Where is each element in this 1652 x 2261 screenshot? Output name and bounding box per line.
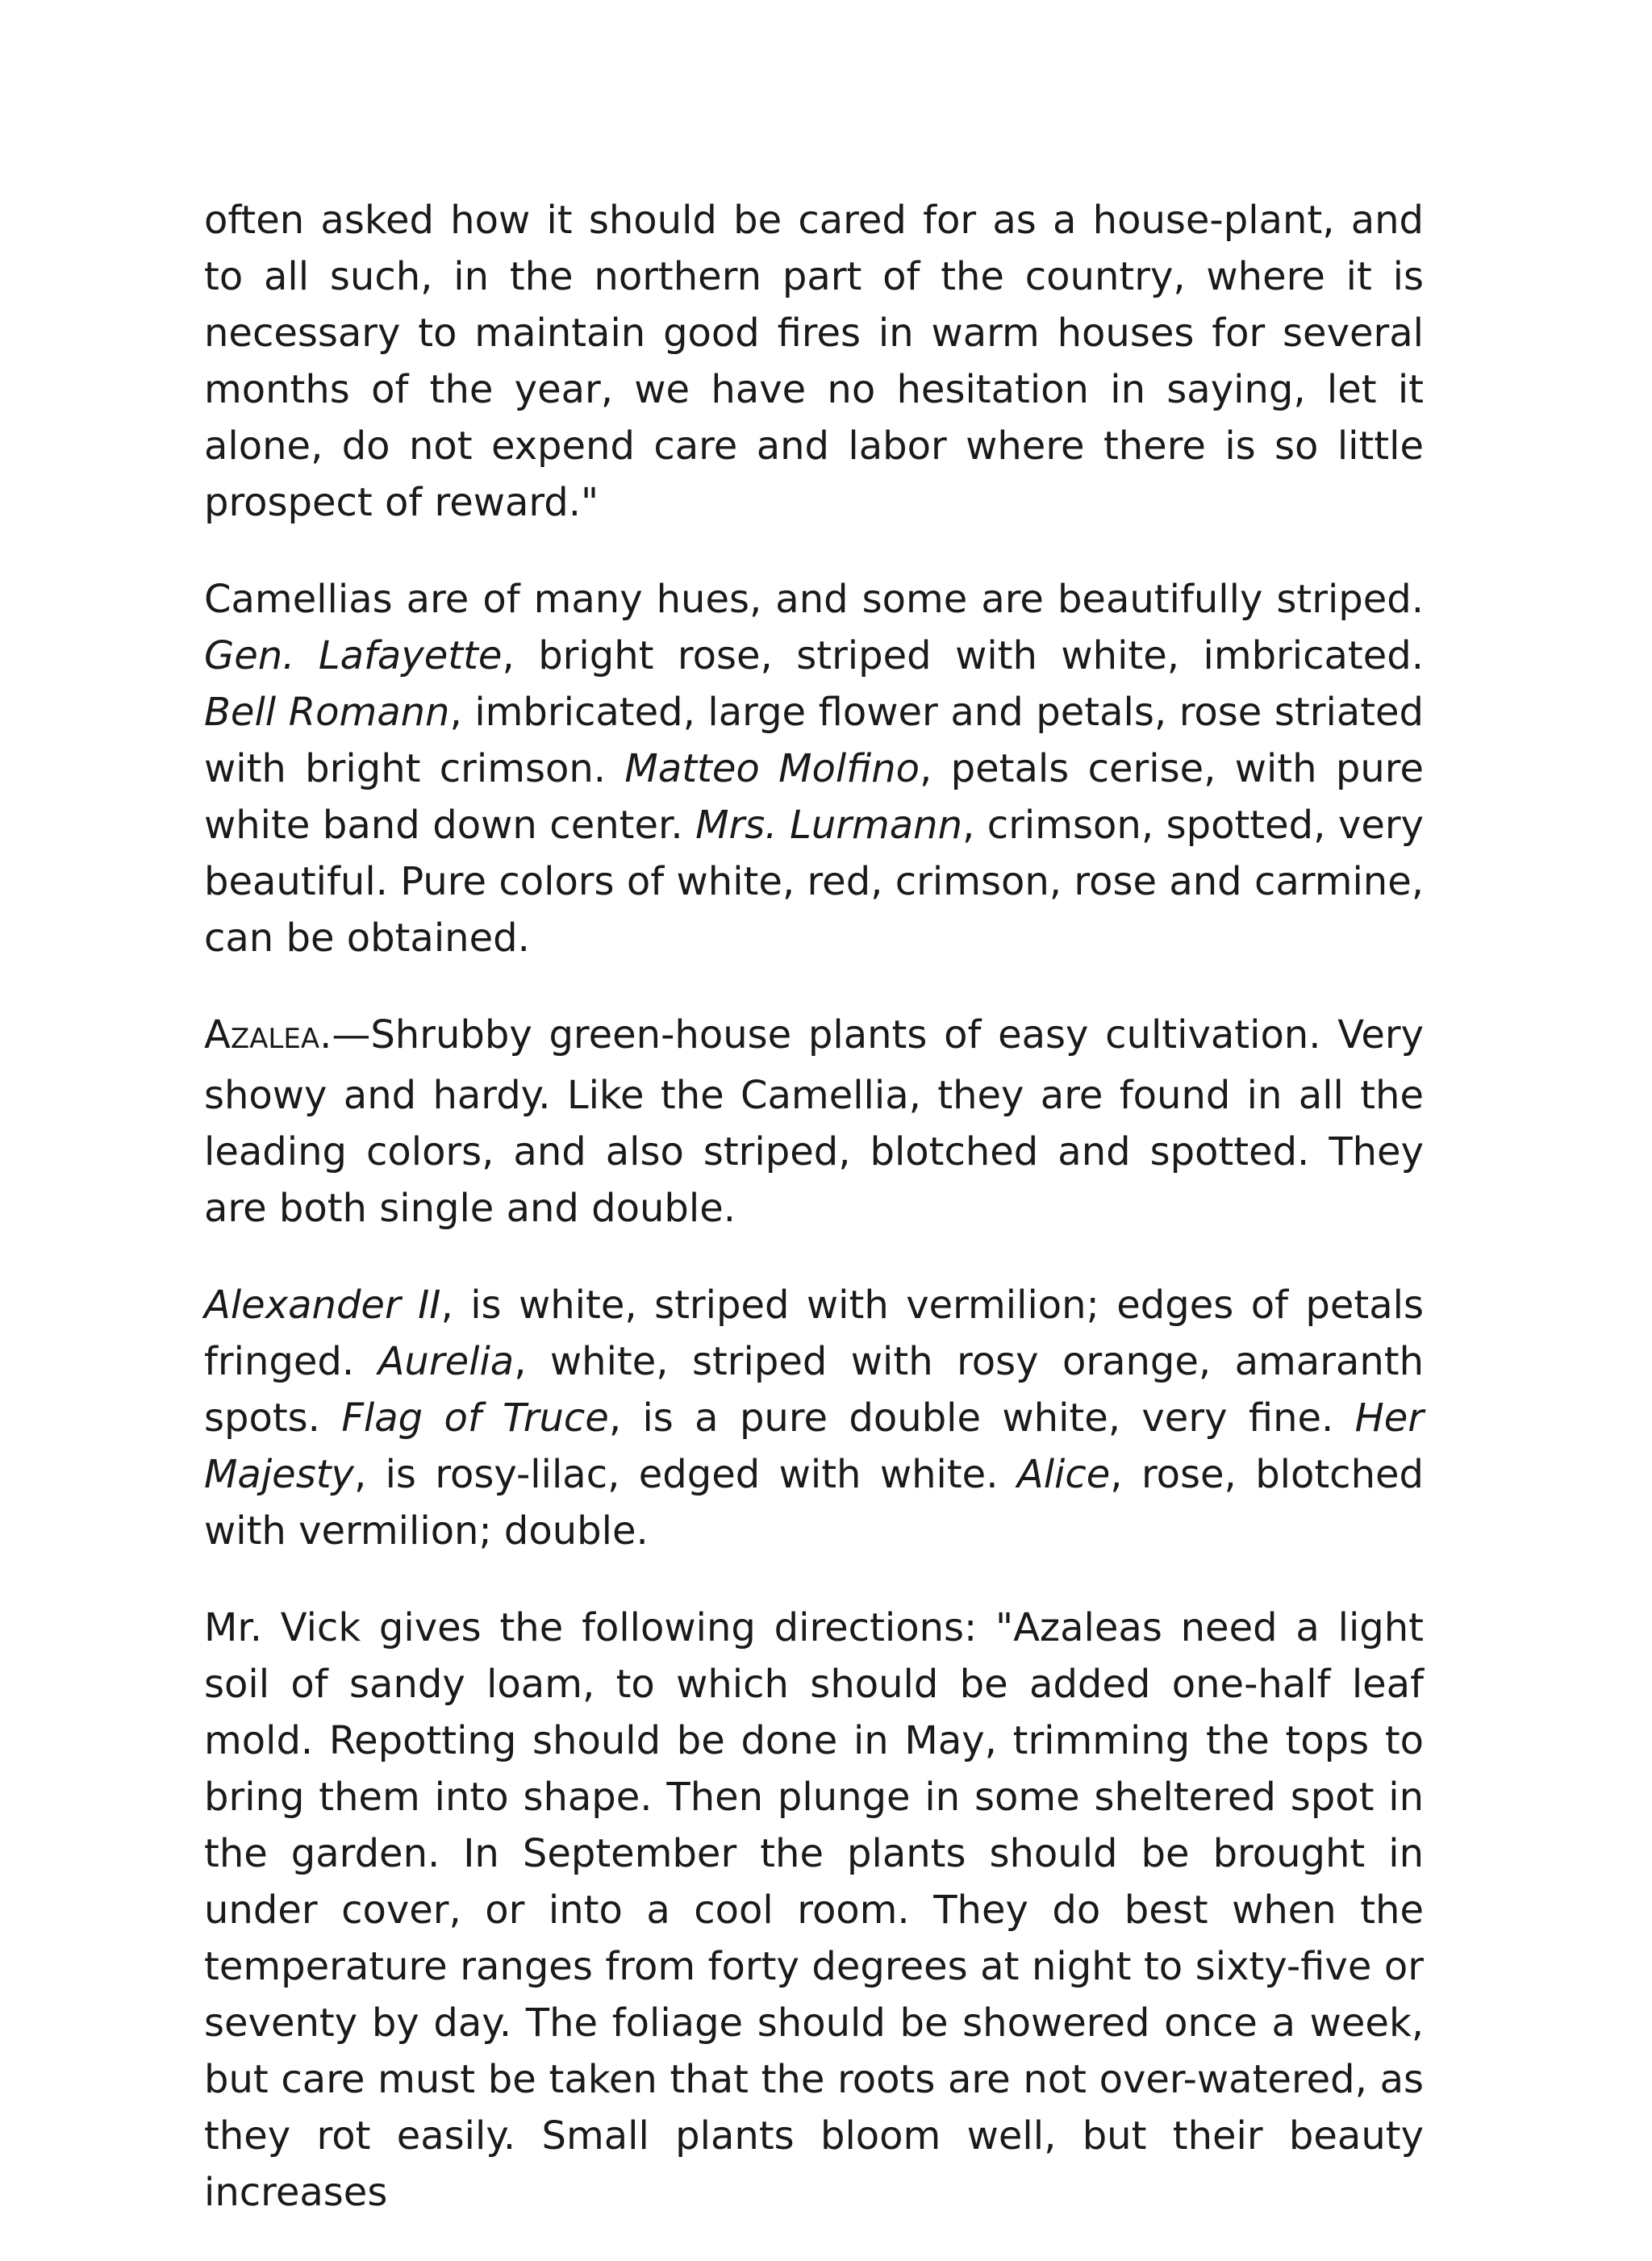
text-run: , white, striped with rosy orange, amaranth spots. (204, 1339, 1425, 1441)
text-run: , rose, blotched with vermilion; double. (204, 1452, 1424, 1554)
text-run: , is white, striped with vermilion; edges of petals fringed. (204, 1283, 1425, 1384)
paragraph-azalea-intro (204, 1007, 1424, 1237)
variety-name: Aurelia (378, 1339, 515, 1384)
variety-name: Bell Romann (204, 690, 450, 735)
heading-initial: A (204, 1012, 231, 1057)
variety-name: Mrs. Lurmann (695, 803, 962, 848)
text-run: .—Shrubby green-house plants of easy cultivation. Very showy and hardy. Like the Camellia, they are found in all the leading colors, and also striped, blotched and spotted. They are both single and double. (204, 1012, 1424, 1231)
variety-name: Alice (1016, 1452, 1111, 1497)
text-run: , crimson, spotted, very beautiful. Pure colors of white, red, crimson, rose and carmine, can be obtained. (204, 803, 1424, 961)
text-run: , imbricated, large flower and petals, rose striated with bright crimson. (204, 690, 1425, 791)
variety-name: Flag of Truce (341, 1395, 609, 1441)
paragraph-azalea-varieties (204, 1277, 1424, 1559)
text-run: , is a pure double white, very fine. (608, 1395, 1355, 1441)
text-run: Camellias are of many hues, and some are beautifully striped. (204, 577, 1424, 622)
heading-small-caps: ZALEA (230, 1023, 320, 1055)
text-run: , is rosy-lilac, edged with white. (353, 1452, 1017, 1497)
paragraph-house-plant-care: often asked how it should be cared for as a house-plant, and to all such, in the northern part of the country, where it is necessary to maintain good fires in warm houses for several months of the year, we have no hesitation in saying, let it alone, do not expend care and labor where there is so little prospect of reward." (204, 198, 1424, 525)
variety-name: Gen. Lafayette (204, 633, 503, 678)
variety-name: Matteo Molfino (624, 746, 920, 791)
text-run: , bright rose, striped with white, imbricated. (502, 633, 1424, 678)
variety-name: Her Majesty (204, 1395, 1425, 1497)
paragraph-vick-directions: Mr. Vick gives the following directions: "Azaleas need a light soil of sandy loam, to which should be added one-half leaf mold. Repotting should be done in May, trimming the tops to bring them into shape. Then plunge in some sheltered spot in the garden. In September the plants should be brought in under cover, or into a cool room. They do best when the temperature ranges from forty degrees at night to sixty-five or seventy by day. The foliage should be showered once a week, but care must be taken that the roots are not over-watered, as they rot easily. Small plants bloom well, but their beauty increases (204, 1605, 1424, 2215)
page-body (204, 192, 1424, 2261)
text-run: , petals cerise, with pure white band down center. (204, 746, 1424, 848)
variety-name: Alexander II (204, 1283, 441, 1328)
paragraph-camellia-varieties (204, 571, 1424, 966)
